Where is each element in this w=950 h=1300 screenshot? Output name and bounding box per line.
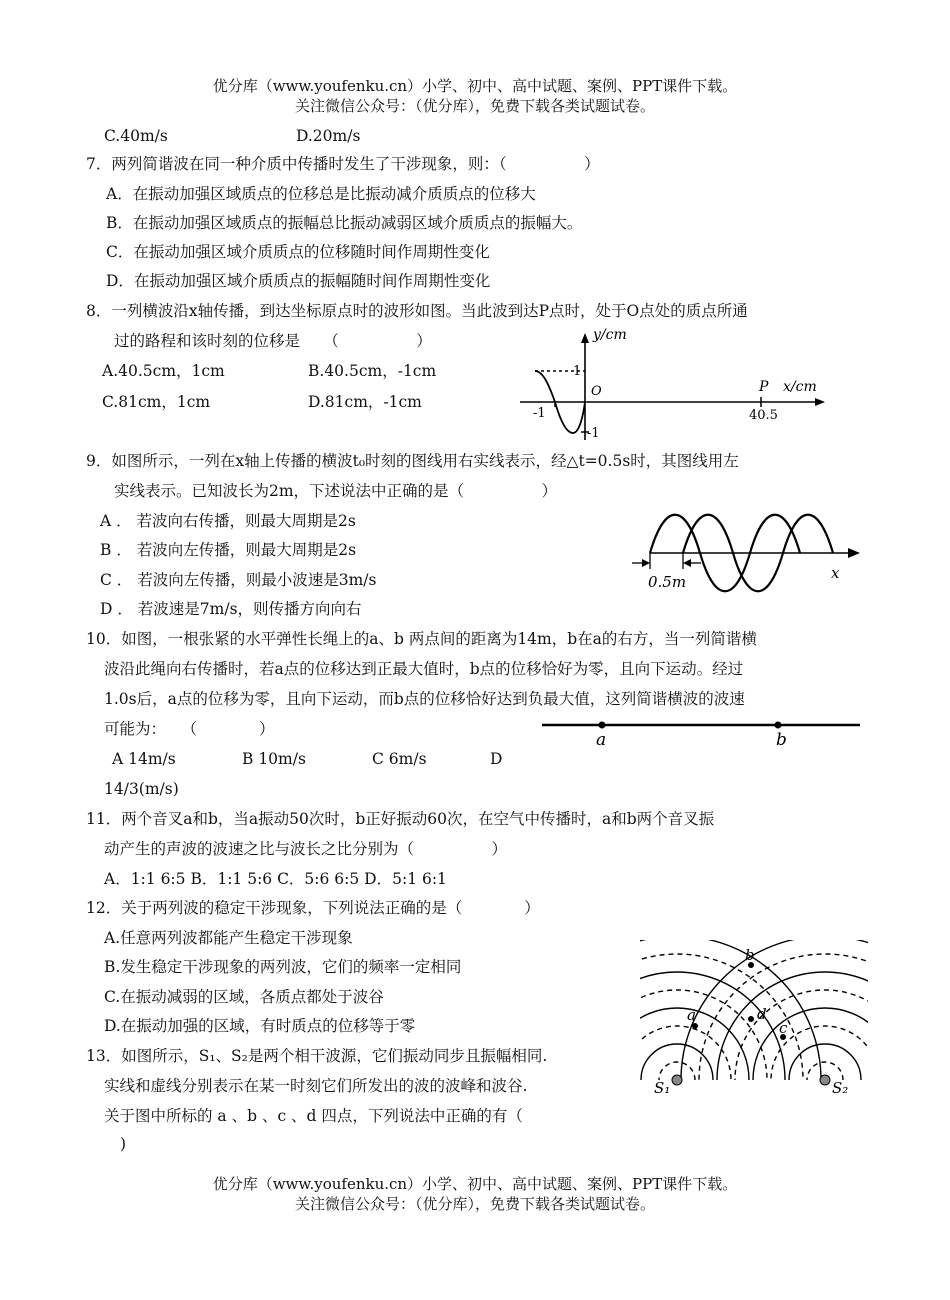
header-line-2: 关注微信公众号：（优分库），免费下载各类试题试卷。 bbox=[294, 97, 655, 115]
q13-fig-source-s1: S₁ bbox=[654, 1079, 671, 1097]
q9-wave-figure bbox=[628, 503, 868, 600]
q9-stem-2: 实线表示。已知波长为2m，下述说法中正确的是（ ） bbox=[114, 482, 558, 500]
q12-option-d: D.在振动加强的区域，有时质点的位移等于零 bbox=[104, 1017, 416, 1035]
q12-option-c: C.在振动减弱的区域，各质点都处于波谷 bbox=[104, 988, 384, 1006]
q11-options: A．1:1 6:5 B．1:1 5:6 C．5:6 6:5 D．5:1 6:1 bbox=[104, 870, 447, 888]
q12-option-a: A.任意两列波都能产生稳定干涉现象 bbox=[104, 929, 353, 947]
q9-option-c: C ． 若波向左传播，则最小波速是3m/s bbox=[100, 571, 377, 589]
q6-option-c: C.40m/s bbox=[104, 127, 168, 145]
q8-fig-xlabel: x/cm bbox=[783, 379, 817, 395]
q13-fig-point-a: a bbox=[687, 1006, 696, 1024]
q13-stem-4: ) bbox=[120, 1135, 127, 1153]
q10-stem-1: 10．如图，一根张紧的水平弹性长绳上的a、b 两点间的距离为14m，b在a的右方，当一列简谐横 bbox=[86, 630, 757, 648]
q9-stem-1: 9．如图所示，一列在x轴上传播的横波t₀时刻的图线用右实线表示，经△t=0.5s时，其图线用左 bbox=[86, 452, 739, 470]
q8-option-b: B.40.5cm，-1cm bbox=[308, 362, 437, 380]
q12-option-b: B.发生稳定干涉现象的两列波，它们的频率一定相同 bbox=[104, 958, 462, 976]
q12-stem: 12．关于两列波的稳定干涉现象，下列说法正确的是（ ） bbox=[86, 899, 540, 917]
q8-fig-ylabel: y/cm bbox=[593, 327, 627, 343]
q7-stem: 7．两列简谐波在同一种介质中传播时发生了干涉现象，则：（ ） bbox=[86, 155, 600, 173]
q13-stem-3: 关于图中所标的 a 、b 、c 、d 四点，下列说法中正确的有（ bbox=[104, 1107, 523, 1125]
q7-option-c: C．在振动加强区域介质质点的位移随时间作周期性变化 bbox=[106, 243, 490, 261]
q8-fig-tick-1: 1 bbox=[573, 364, 582, 379]
q9-option-d: D ． 若波速是7m/s，则传播方向向右 bbox=[100, 600, 362, 618]
q8-fig-origin: O bbox=[591, 384, 602, 399]
q8-wave-figure bbox=[515, 325, 835, 443]
q7-option-b: B．在振动加强区域质点的振幅总比振动减弱区域介质质点的振幅大。 bbox=[106, 214, 583, 232]
q8-fig-p-label: P bbox=[759, 379, 769, 395]
q13-fig-point-d: d bbox=[757, 1005, 767, 1023]
q8-fig-p-x: 40.5 bbox=[749, 408, 778, 423]
q9-fig-axis-label: x bbox=[831, 564, 840, 582]
q9-option-a: A ． 若波向右传播，则最大周期是2s bbox=[100, 512, 356, 530]
q10-option-d-value: 14/3(m/s) bbox=[104, 780, 179, 798]
q10-option-d: D bbox=[490, 750, 503, 768]
q8-fig-tick-neg1-x: -1 bbox=[533, 406, 546, 421]
q10-option-a: A 14m/s bbox=[112, 750, 176, 768]
q11-stem-2: 动产生的声波的波速之比与波长之比分别为（ ） bbox=[104, 840, 508, 858]
q13-fig-point-c: c bbox=[779, 1019, 788, 1037]
q8-fig-tick-neg1-y: -1 bbox=[587, 426, 600, 441]
q8-stem-1: 8．一列横波沿x轴传播，到达坐标原点时的波形如图。当此波到达P点时，处于O点处的质点所通 bbox=[86, 302, 748, 320]
q10-rope-figure bbox=[540, 715, 865, 751]
footer-line-2: 关注微信公众号：（优分库），免费下载各类试题试卷。 bbox=[294, 1195, 655, 1213]
header-line-1: 优分库（www.youfenku.cn）小学、初中、高中试题、案例、PPT课件下载。 bbox=[212, 77, 738, 95]
q8-option-d: D.81cm，-1cm bbox=[308, 393, 422, 411]
q10-stem-4: 可能为： （ ） bbox=[104, 720, 275, 738]
q9-option-b: B ． 若波向左传播，则最大周期是2s bbox=[100, 541, 357, 559]
q13-stem-1: 13．如图所示，S₁、S₂是两个相干波源，它们振动同步且振幅相同. bbox=[86, 1047, 548, 1065]
q8-stem-2: 过的路程和该时刻的位移是 （ ） bbox=[114, 332, 432, 350]
q8-option-c: C.81cm，1cm bbox=[102, 393, 211, 411]
q13-fig-point-b: b bbox=[745, 946, 755, 964]
q10-stem-2: 波沿此绳向右传播时，若a点的位移达到正最大值时，b点的位移恰好为零，且向下运动。经过 bbox=[104, 660, 744, 678]
q13-interference-figure bbox=[640, 940, 868, 1100]
q7-option-a: A．在振动加强区域质点的位移总是比振动减介质质点的位移大 bbox=[106, 185, 536, 203]
q10-fig-point-a: a bbox=[596, 730, 607, 750]
q10-option-c: C 6m/s bbox=[372, 750, 427, 768]
footer-line-1: 优分库（www.youfenku.cn）小学、初中、高中试题、案例、PPT课件下载。 bbox=[212, 1175, 738, 1193]
q10-fig-point-b: b bbox=[776, 730, 787, 750]
q7-option-d: D．在振动加强区域介质质点的振幅随时间作周期性变化 bbox=[106, 272, 491, 290]
q11-stem-1: 11．两个音叉a和b，当a振动50次时，b正好振动60次，在空气中传播时，a和b两个音叉振 bbox=[86, 810, 715, 828]
q13-fig-source-s2: S₂ bbox=[832, 1079, 849, 1097]
q10-option-b: B 10m/s bbox=[242, 750, 306, 768]
q8-option-a: A.40.5cm，1cm bbox=[102, 362, 225, 380]
q9-fig-shift-label: 0.5m bbox=[648, 573, 687, 591]
q13-stem-2: 实线和虚线分别表示在某一时刻它们所发出的波的波峰和波谷. bbox=[104, 1077, 528, 1095]
q6-option-d: D.20m/s bbox=[296, 127, 361, 145]
q10-stem-3: 1.0s后，a点的位移为零，且向下运动，而b点的位移恰好达到负最大值，这列简谐横波的波速 bbox=[104, 690, 745, 708]
